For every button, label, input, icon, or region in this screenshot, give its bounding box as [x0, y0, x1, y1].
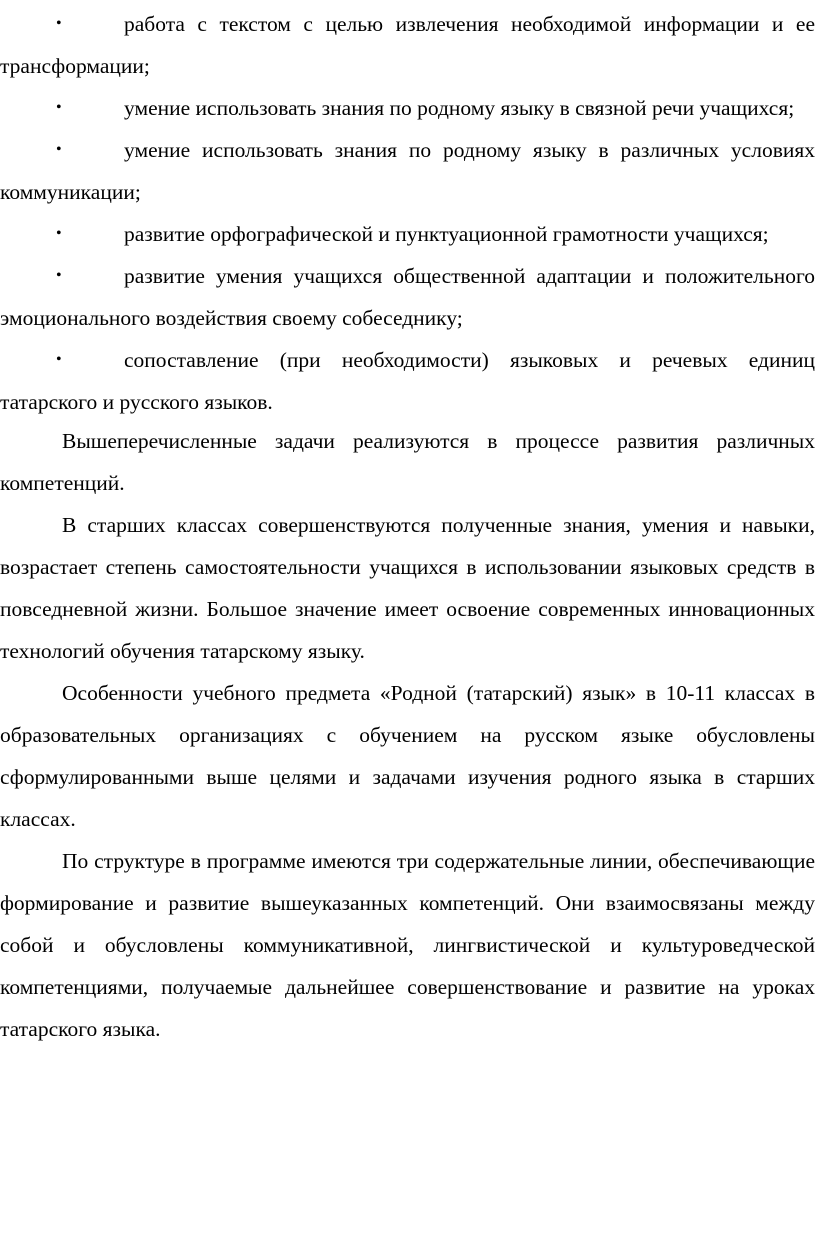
bullet-icon: • [56, 141, 62, 158]
list-item-text: сопоставление (при необходимости) языковых и речевых единиц татарского и русского языков. [0, 348, 815, 414]
list-item-text: умение использовать знания по родному языку в связной речи учащихся; [124, 96, 795, 120]
list-item [0, 213, 815, 255]
list-item-text: умение использовать знания по родному языку в различных условиях коммуникации; [0, 138, 815, 204]
paragraph: Особенности учебного предмета «Родной (татарский) язык» в 10-11 классах в образовательных организациях с обучением на русском языке обусловлены сформулированными выше целями и задачами изучения родного языка в старших классах. [0, 681, 815, 831]
paragraph: В старших классах совершенствуются полученные знания, умения и навыки, возрастает степень самостоятельности учащихся в использовании языковых средств в повседневной жизни. Большое значение имеет освоение современных инновационных технологий обучения татарскому языку. [0, 513, 815, 663]
list-item-text: работа с текстом с целью извлечения необходимой информации и ее трансформации; [0, 12, 815, 78]
paragraph: Вышеперечисленные задачи реализуются в процессе развития различных компетенций. [0, 429, 815, 495]
bullet-icon: • [56, 351, 62, 368]
list-item [0, 129, 815, 213]
list-item [0, 255, 815, 339]
list-item [0, 3, 815, 87]
bullet-icon: • [56, 99, 62, 116]
bullet-icon: • [56, 225, 62, 242]
list-item-text: развитие умения учащихся общественной адаптации и положительного эмоционального воздействия своему собеседнику; [0, 264, 815, 330]
list-item-text: развитие орфографической и пунктуационной грамотности учащихся; [124, 222, 769, 246]
bullet-icon: • [56, 267, 62, 284]
body-text [0, 420, 816, 1050]
bullet-icon: • [56, 15, 62, 32]
task-list [0, 3, 816, 423]
paragraph: По структуре в программе имеются три содержательные линии, обеспечивающие формирование и развитие вышеуказанных компетенций. Они взаимосвязаны между собой и обусловлены коммуникативной, лингвистической и культуроведческой компетенциями, получаемые дальнейшее совершенствование и развитие на уроках татарского языка. [0, 849, 815, 1041]
list-item [0, 87, 815, 129]
list-item [0, 339, 815, 423]
